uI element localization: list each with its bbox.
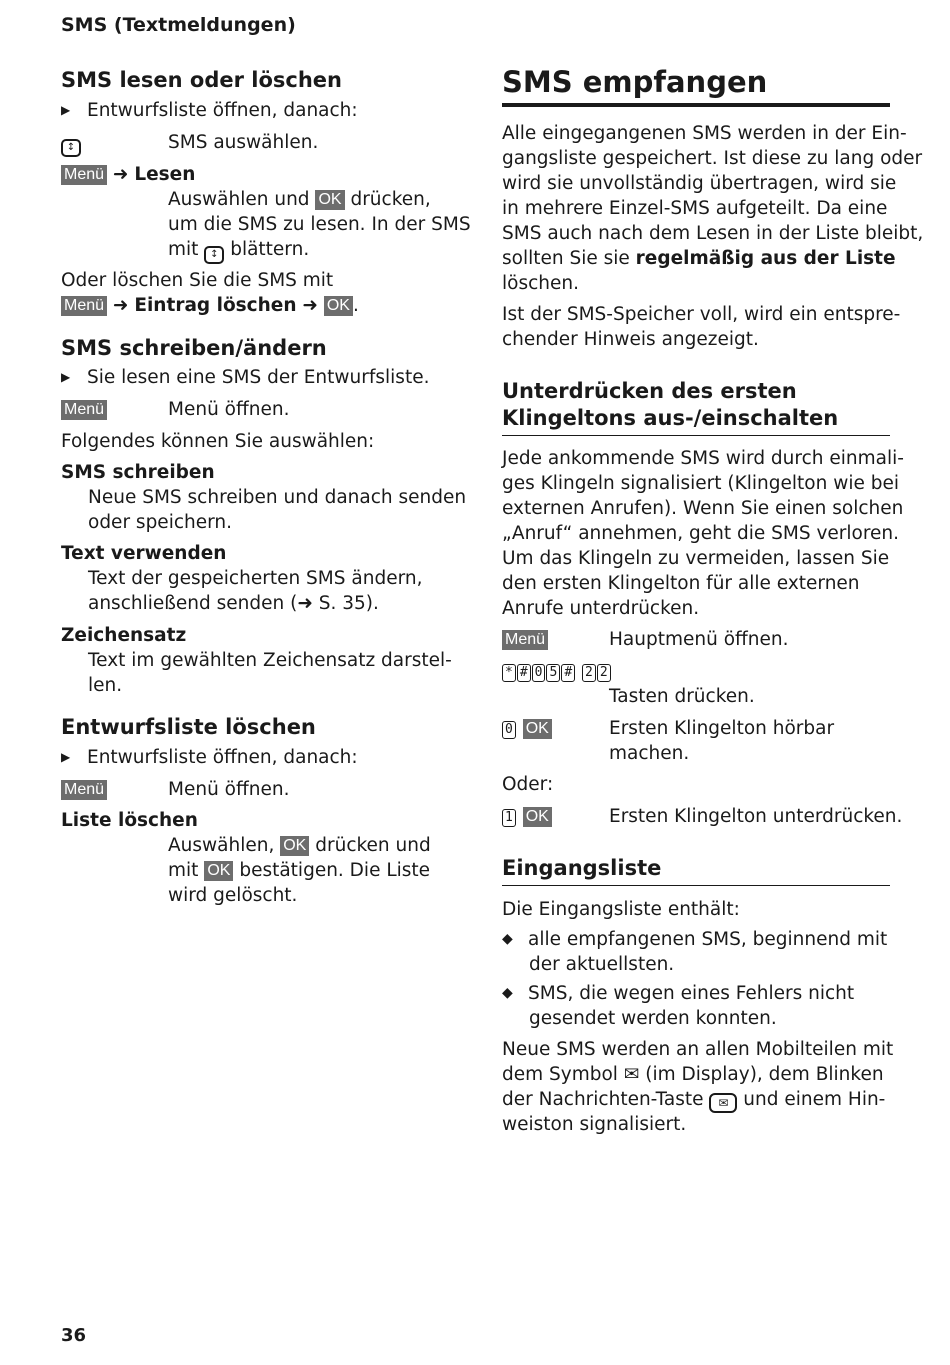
paragraph-line: externen Anrufen). Wenn Sie einen solchen <box>502 498 904 519</box>
delete-row: Menü ➜ Eintrag löschen ➜ OK . <box>61 293 359 318</box>
section-title-ringtone: Unterdrücken des ersten <box>502 379 797 403</box>
section-title-inbox: Eingangsliste <box>502 856 662 880</box>
menu-key: Menü <box>61 400 107 420</box>
ok-key: OK <box>204 861 233 881</box>
menu-key: Menü <box>61 165 107 185</box>
paragraph-line: chender Hinweis angezeigt. <box>502 329 759 350</box>
desc-line: mit ↕ blättern. <box>168 237 309 264</box>
menu-key: Menü <box>61 296 107 316</box>
bullet-item-cont: gesendet werden konnten. <box>529 1008 777 1029</box>
desc-line: mit OK bestätigen. Die Liste <box>168 860 431 881</box>
paragraph-line: in mehrere Einzel-SMS aufgeteilt. Da eine <box>502 198 888 219</box>
paragraph-line: gangsliste gespeichert. Ist diese zu lang oder <box>502 148 923 169</box>
envelope-icon: ✉ <box>623 1064 640 1085</box>
paragraph-line: sollten Sie sie regelmäßig aus der Liste <box>502 248 896 269</box>
section-title-ringtone: Klingeltons aus-/einschalten <box>502 406 839 430</box>
arrow-icon: ➜ <box>297 593 313 614</box>
menu-row <box>61 397 107 422</box>
menu-desc: Menü öffnen. <box>168 399 290 420</box>
paragraph-line: „Anruf“ annehmen, geht die SMS verloren. <box>502 523 900 544</box>
section-rule <box>502 885 890 886</box>
triangle-bullet-icon: ▶ <box>61 750 71 764</box>
paragraph-line: Neue SMS werden an allen Mobilteilen mit <box>502 1039 894 1060</box>
navigation-key-icon: ↕ <box>204 246 224 264</box>
paragraph-line: ges Klingeln signalisiert (Klingelton wie bei <box>502 473 900 494</box>
bullet-item-cont: der aktuellsten. <box>529 954 675 975</box>
option-desc: oder speichern. <box>88 512 232 533</box>
page-number: 36 <box>61 1325 87 1346</box>
desc-line: Auswählen und OK drücken, <box>168 189 431 210</box>
menu-desc: Menü öffnen. <box>168 779 290 800</box>
oder-label: Oder: <box>502 774 554 795</box>
title-rule <box>502 103 890 107</box>
diamond-bullet-icon: ◆ <box>502 985 513 1001</box>
paragraph-line: den ersten Klingelton für alle externen <box>502 573 860 594</box>
paragraph-line: wird sie unvollständig übertragen, wird sie <box>502 173 897 194</box>
hash-key-icon: # <box>517 664 531 682</box>
option-title: SMS schreiben <box>61 462 215 483</box>
nav-row <box>61 130 81 157</box>
option-title: Zeichensatz <box>61 625 187 646</box>
paragraph-line: Die Eingangsliste enthält: <box>502 899 740 920</box>
section-title-write-edit: SMS schreiben/ändern <box>61 336 327 360</box>
paragraph-line: dem Symbol ✉ (im Display), dem Blinken <box>502 1064 884 1085</box>
message-key-icon: ✉ <box>709 1093 737 1113</box>
desc-line: um die SMS zu lesen. In der SMS <box>168 214 471 235</box>
menu-key: Menü <box>502 630 548 650</box>
paragraph-line: Um das Klingeln zu vermeiden, lassen Sie <box>502 548 890 569</box>
digit-key-icon: 0 <box>532 664 546 682</box>
star-key-icon: * <box>502 664 516 682</box>
option-desc: Text im gewählten Zeichensatz darstel- <box>88 650 452 671</box>
nav-desc: SMS auswählen. <box>168 132 319 153</box>
digit-key-icon: 2 <box>582 664 596 682</box>
running-head: SMS (Textmeldungen) <box>61 14 296 36</box>
text-line: Oder löschen Sie die SMS mit <box>61 270 334 291</box>
ok-key: OK <box>324 296 353 316</box>
option-title: Text verwenden <box>61 543 227 564</box>
step-desc: Tasten drücken. <box>609 686 755 707</box>
main-title: SMS empfangen <box>502 65 768 99</box>
option-desc: Neue SMS schreiben und danach senden <box>88 487 467 508</box>
triangle-bullet-icon: ▶ <box>61 103 71 117</box>
paragraph-line: SMS auch nach dem Lesen in der Liste bleibt, <box>502 223 924 244</box>
paragraph-line: Jede ankommende SMS wird durch einmali- <box>502 448 904 469</box>
key-row <box>502 804 552 829</box>
ok-key: OK <box>280 836 309 856</box>
step-item: ▶ Entwurfsliste öffnen, danach: <box>61 747 358 768</box>
arrow-icon: ➜ <box>112 295 129 316</box>
arrow-icon: ➜ <box>302 295 318 316</box>
option-desc: anschließend senden (➜ S. 35). <box>88 593 379 614</box>
digit-key-icon: 1 <box>502 809 516 827</box>
bullet-item: ◆ SMS, die wegen eines Fehlers nicht <box>502 983 855 1004</box>
step-item: ▶ Sie lesen eine SMS der Entwurfsliste. <box>61 367 430 388</box>
section-rule <box>502 435 890 436</box>
step-desc: machen. <box>609 743 690 764</box>
paragraph-line: Anrufe unterdrücken. <box>502 598 700 619</box>
arrow-icon: ➜ <box>112 164 129 185</box>
ok-key: OK <box>523 719 552 739</box>
menu-row <box>61 777 107 802</box>
desc-line: Auswählen, OK drücken und <box>168 835 431 856</box>
digit-key-icon: 0 <box>502 721 516 739</box>
step-item: ▶ Entwurfsliste öffnen, danach: <box>61 100 358 121</box>
step-desc: Hauptmenü öffnen. <box>609 629 789 650</box>
menu-lesen-row: Menü ➜ Lesen <box>61 162 195 187</box>
ok-key: OK <box>523 807 552 827</box>
paragraph-line: der Nachrichten-Taste ✉ und einem Hin- <box>502 1087 885 1113</box>
option-title: Liste löschen <box>61 810 198 831</box>
hash-key-icon: # <box>561 664 575 682</box>
menu-key: Menü <box>61 780 107 800</box>
diamond-bullet-icon: ◆ <box>502 931 513 947</box>
paragraph-line: Ist der SMS-Speicher voll, wird ein entspre- <box>502 304 901 325</box>
paragraph-line: weiston signalisiert. <box>502 1114 687 1135</box>
paragraph-line: löschen. <box>502 273 579 294</box>
digit-key-icon: 2 <box>597 664 611 682</box>
bullet-item: ◆ alle empfangenen SMS, beginnend mit <box>502 929 888 950</box>
text-line: Folgendes können Sie auswählen: <box>61 431 375 452</box>
section-title-delete-drafts: Entwurfsliste löschen <box>61 715 316 739</box>
digit-key-icon: 5 <box>546 664 560 682</box>
option-desc: len. <box>88 675 123 696</box>
ok-key: OK <box>315 190 344 210</box>
menu-row <box>502 627 548 652</box>
step-desc: Ersten Klingelton unterdrücken. <box>609 806 903 827</box>
desc-line: wird gelöscht. <box>168 885 298 906</box>
key-sequence <box>502 659 612 684</box>
paragraph-line: Alle eingegangenen SMS werden in der Ein- <box>502 123 907 144</box>
section-title-read-delete: SMS lesen oder löschen <box>61 68 342 92</box>
option-desc: Text der gespeicherten SMS ändern, <box>88 568 423 589</box>
step-desc: Ersten Klingelton hörbar <box>609 718 835 739</box>
navigation-key-icon: ↕ <box>61 139 81 157</box>
triangle-bullet-icon: ▶ <box>61 370 71 384</box>
key-row <box>502 716 552 741</box>
